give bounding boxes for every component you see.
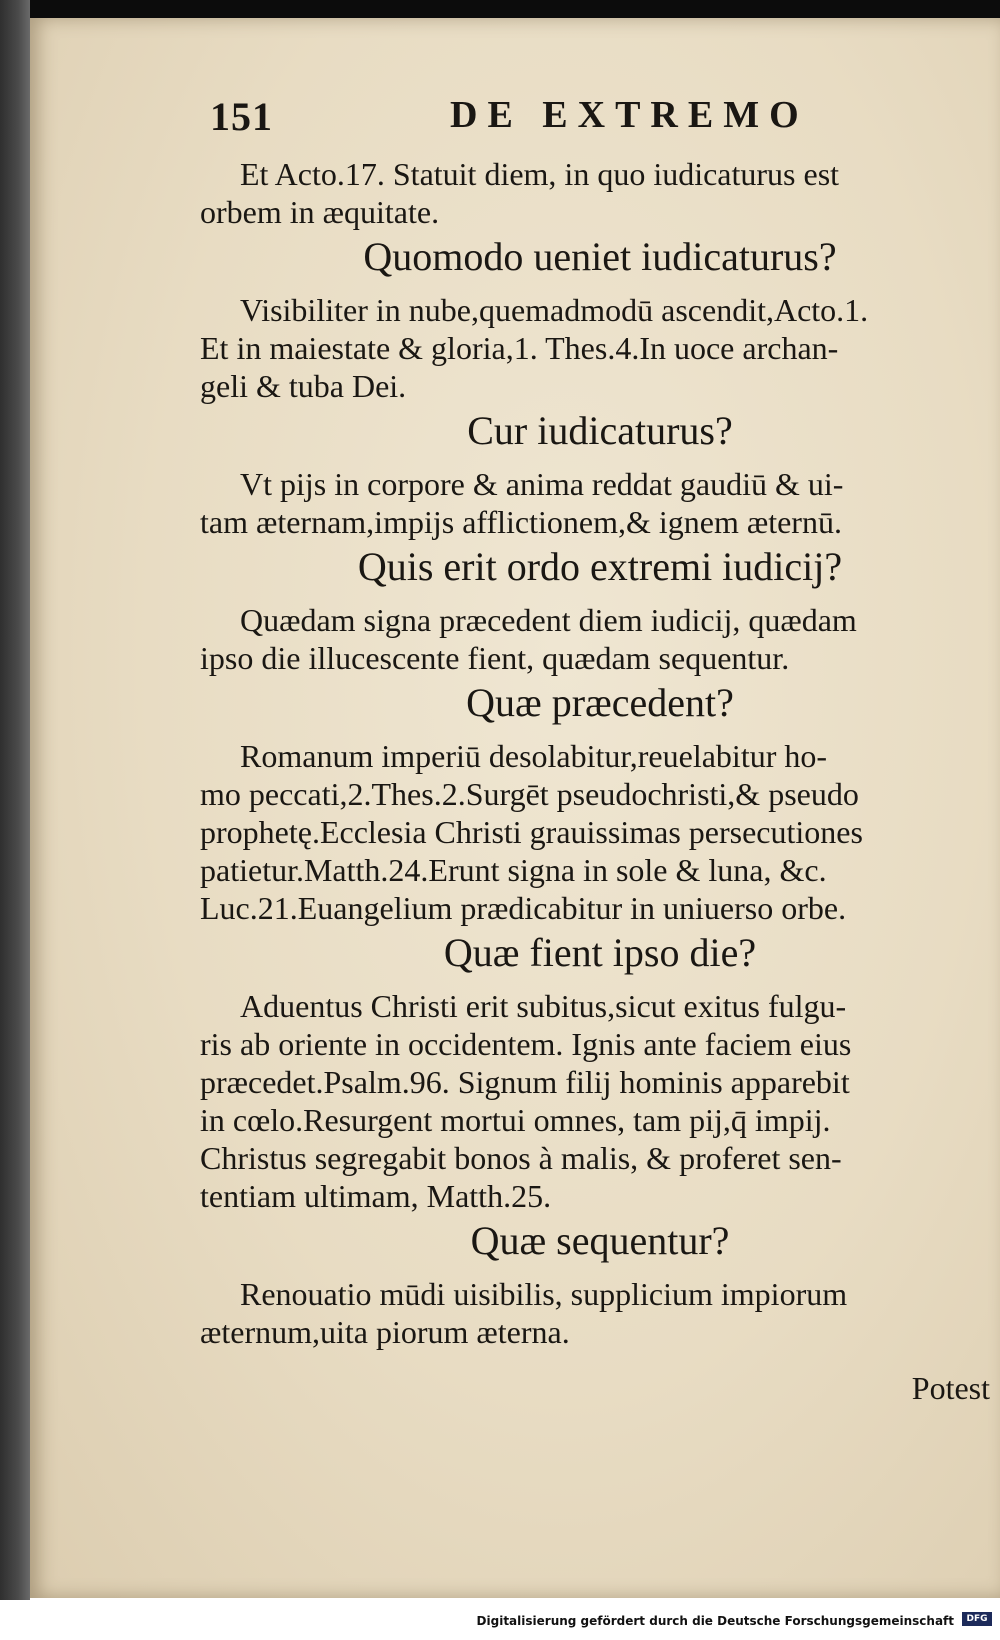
catchword: Potest — [911, 1370, 990, 1406]
answer-line: Quædam signa præcedent diem iudicij, quædam — [240, 602, 857, 638]
book-page — [30, 18, 1000, 1598]
answer-line: geli & tuba Dei. — [200, 368, 407, 404]
answer-line: Visibiliter in nube,quemadmodū ascendit,Acto.1. — [240, 292, 869, 328]
answer-line: Vt pijs in corpore & anima reddat gaudiū & ui- — [240, 466, 844, 502]
answer-line: ris ab oriente in occidentem. Ignis ante faciem eius — [200, 1026, 852, 1062]
question-heading: Quæ præcedent? — [466, 680, 734, 725]
answer-line: Luc.21.Euangelium prædicabitur in uniuerso orbe. — [200, 890, 847, 926]
answer-line: patietur.Matth.24.Erunt signa in sole & luna, &c. — [200, 852, 827, 888]
answer-line: Et in maiestate & gloria,1. Thes.4.In uoce archan- — [200, 330, 839, 366]
page-text — [200, 93, 1000, 1407]
answer-line: in cœlo.Resurgent mortui omnes, tam pij,q̄ impij. — [200, 1102, 831, 1138]
page-number: 151 — [210, 94, 273, 139]
answer-line: Aduentus Christi erit subitus,sicut exitus fulgu- — [240, 988, 847, 1024]
scan-top-edge — [0, 0, 1000, 18]
answer-line: æternum,uita piorum æterna. — [200, 1314, 570, 1350]
question-heading: Quæ fient ipso die? — [443, 930, 757, 975]
answer-line: Romanum imperiū desolabitur,reuelabitur ho- — [240, 738, 828, 774]
answer-line: mo peccati,2.Thes.2.Surgēt pseudochristi,& pseudo — [200, 776, 859, 812]
intro-line-1: Et Acto.17. Statuit diem, in quo iudicaturus est — [240, 156, 840, 192]
answer-line: ipso die illucescente fient, quædam sequentur. — [200, 640, 790, 676]
page-header — [200, 93, 1000, 155]
scan-left-edge — [0, 0, 30, 1600]
question-heading: Cur iudicaturus? — [467, 408, 733, 453]
funding-credit: Digitalisierung gefördert durch die Deutsche Forschungsgemeinschaft — [476, 1614, 954, 1628]
question-heading: Quomodo ueniet iudicaturus? — [363, 234, 837, 279]
question-heading: Quis erit ordo extremi iudicij? — [357, 544, 843, 589]
answer-line: prophetę.Ecclesia Christi grauissimas persecutiones — [200, 814, 863, 850]
answer-line: Renouatio mūdi uisibilis, supplicium impiorum — [240, 1276, 848, 1312]
question-heading: Quæ sequentur? — [470, 1218, 730, 1263]
dfg-logo: DFG — [962, 1612, 992, 1626]
intro-line-2: orbem in æquitate. — [200, 194, 440, 230]
running-head: DE EXTREMO — [450, 94, 809, 136]
answer-line: tam æternam,impijs afflictionem,& ignem æternū. — [200, 504, 842, 540]
answer-line: tentiam ultimam, Matth.25. — [200, 1178, 552, 1214]
answer-line: Christus segregabit bonos à malis, & proferet sen- — [200, 1140, 842, 1176]
digitization-footer — [0, 1600, 1000, 1640]
answer-line: præcedet.Psalm.96. Signum filij hominis apparebit — [200, 1064, 850, 1100]
